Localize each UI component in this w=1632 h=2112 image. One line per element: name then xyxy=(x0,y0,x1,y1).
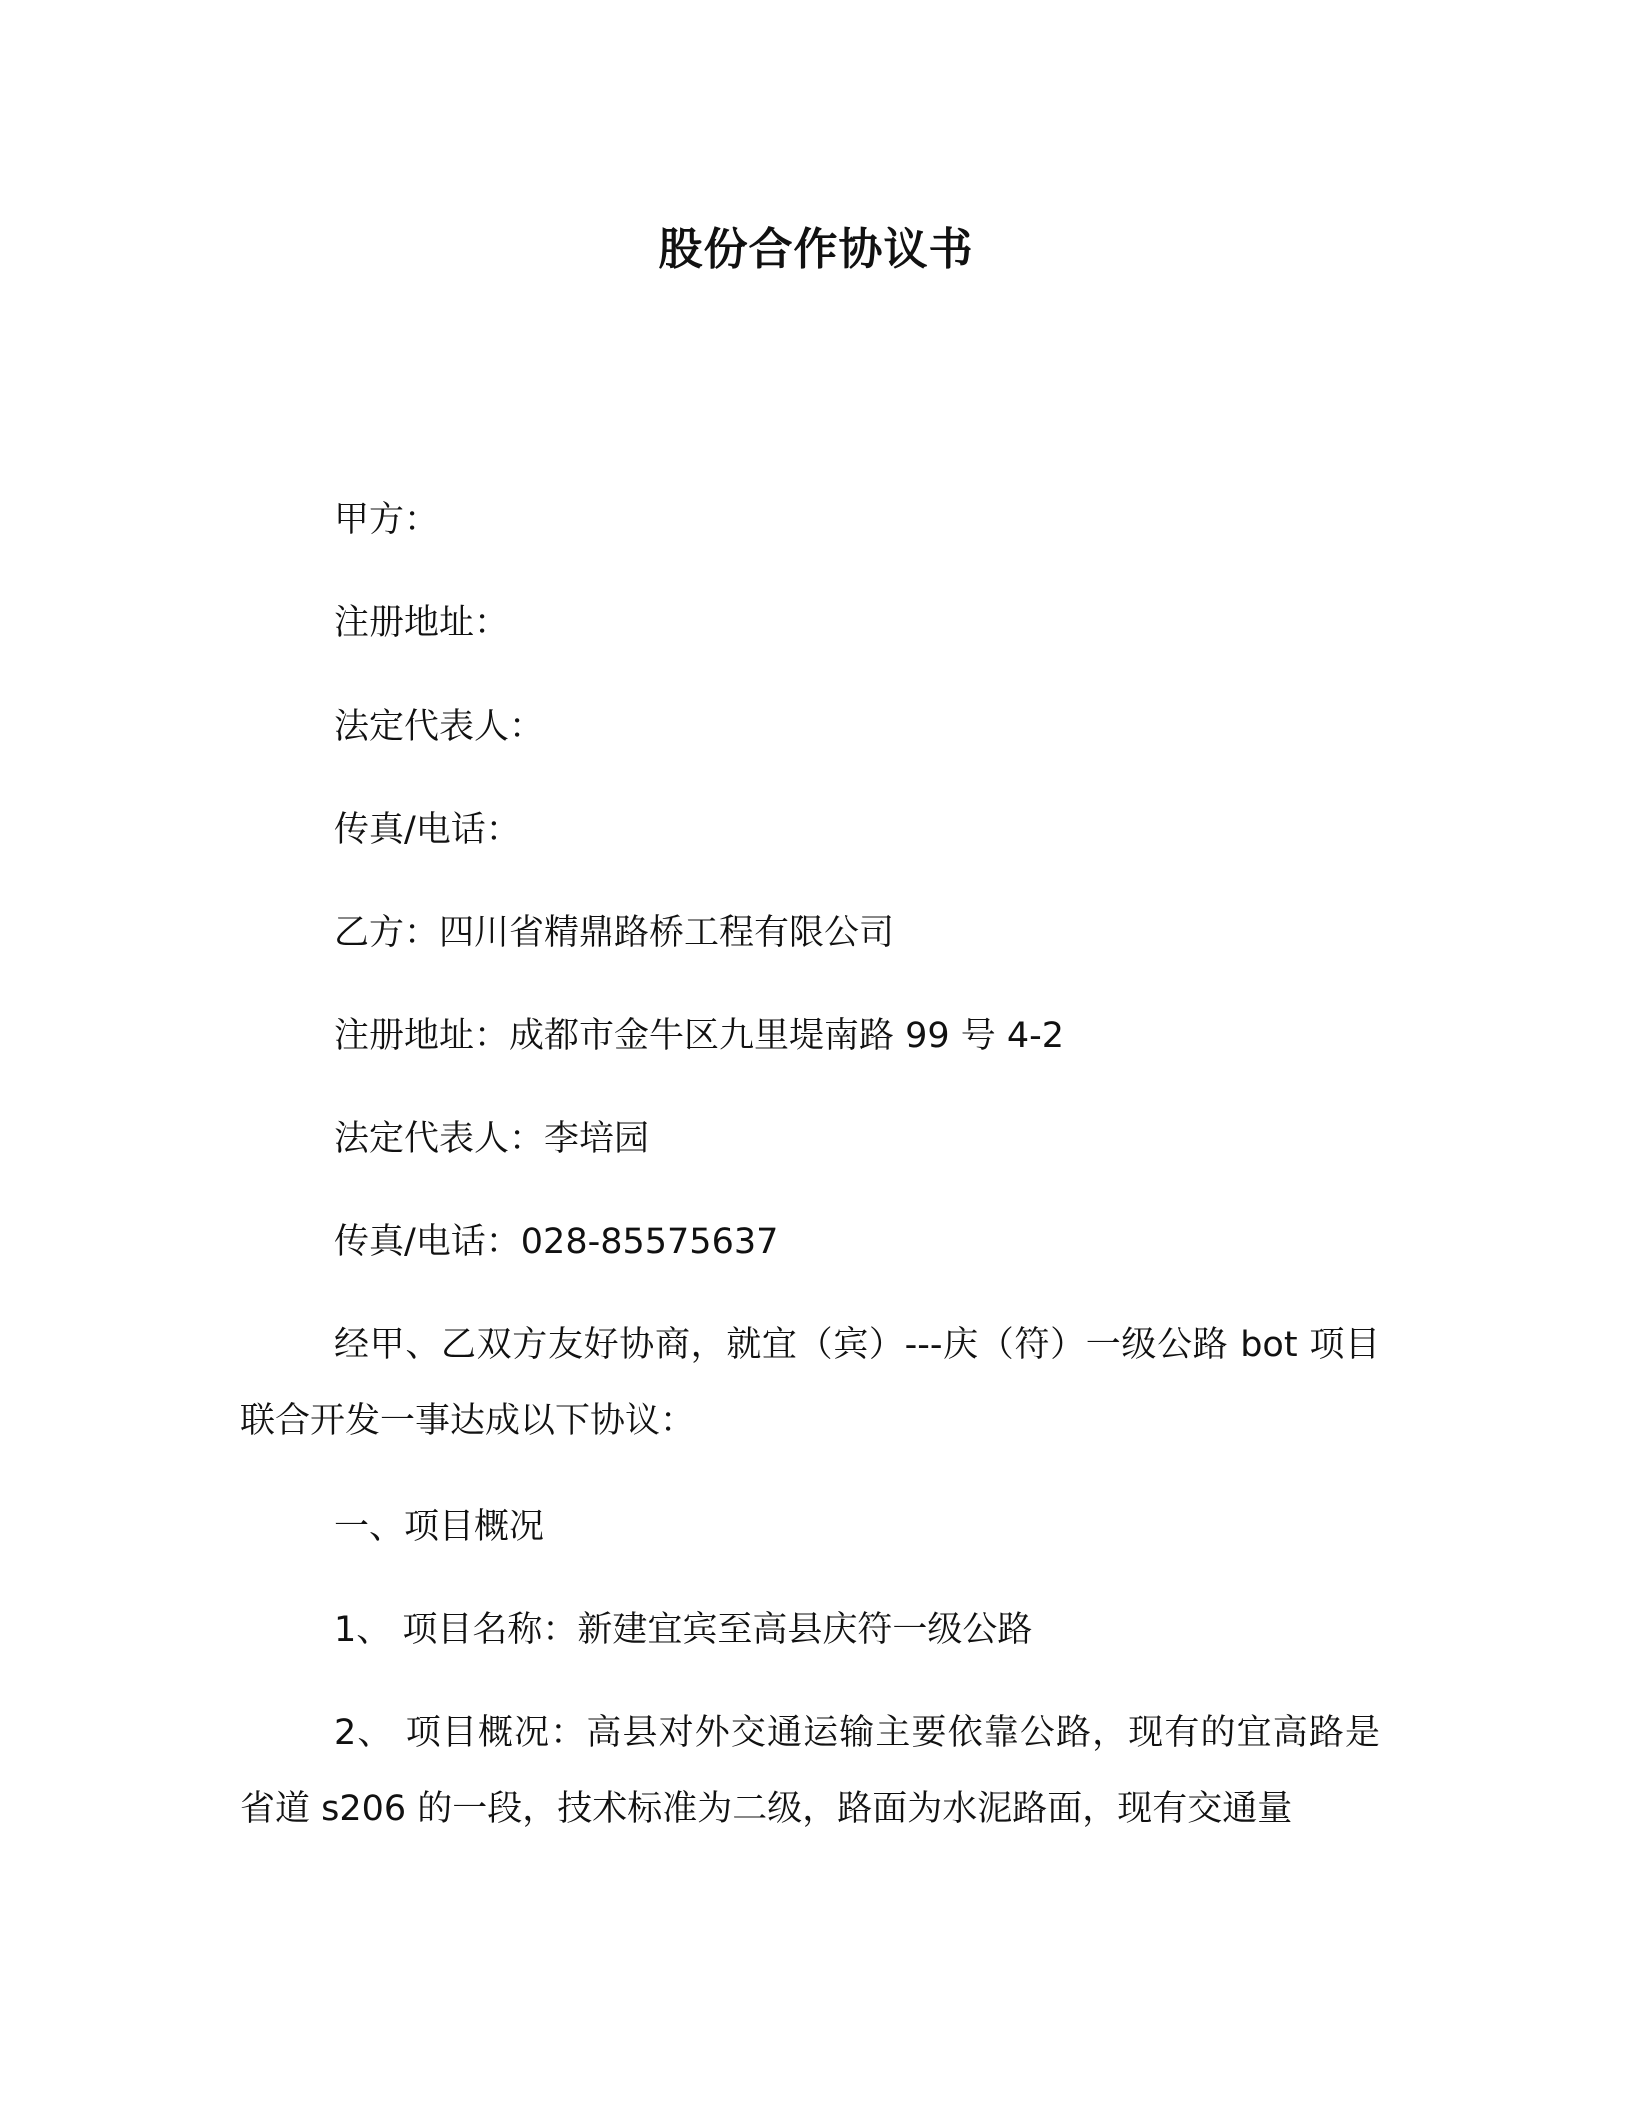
item-1-project-name: 1、 项目名称：新建宜宾至高县庆符一级公路 xyxy=(334,1610,1033,1650)
party-a-representative: 法定代表人： xyxy=(334,707,545,747)
party-a-address: 注册地址： xyxy=(334,603,510,643)
document-title: 股份合作协议书 xyxy=(658,224,974,275)
intro-paragraph: 经甲、乙双方友好协商，就宜（宾）---庆（符）一级公路 bot 项目联合开发一事达成以下协议： xyxy=(240,1325,1380,1441)
party-a-contact: 传真/电话： xyxy=(334,810,521,850)
section-1-heading: 一、项目概况 xyxy=(334,1507,545,1547)
party-a-name: 甲方： xyxy=(334,500,440,540)
party-b-name: 乙方：四川省精鼎路桥工程有限公司 xyxy=(334,913,895,953)
item-2-project-overview: 2、 项目概况：高县对外交通运输主要依靠公路，现有的宜高路是省道 s206 的一段，技术标准为二级，路面为水泥路面，现有交通量 xyxy=(240,1713,1380,1829)
party-b-representative: 法定代表人：李培园 xyxy=(334,1119,650,1159)
party-b-contact: 传真/电话：028-85575637 xyxy=(334,1222,779,1262)
party-b-address: 注册地址：成都市金牛区九里堤南路 99 号 4-2 xyxy=(334,1016,1065,1056)
